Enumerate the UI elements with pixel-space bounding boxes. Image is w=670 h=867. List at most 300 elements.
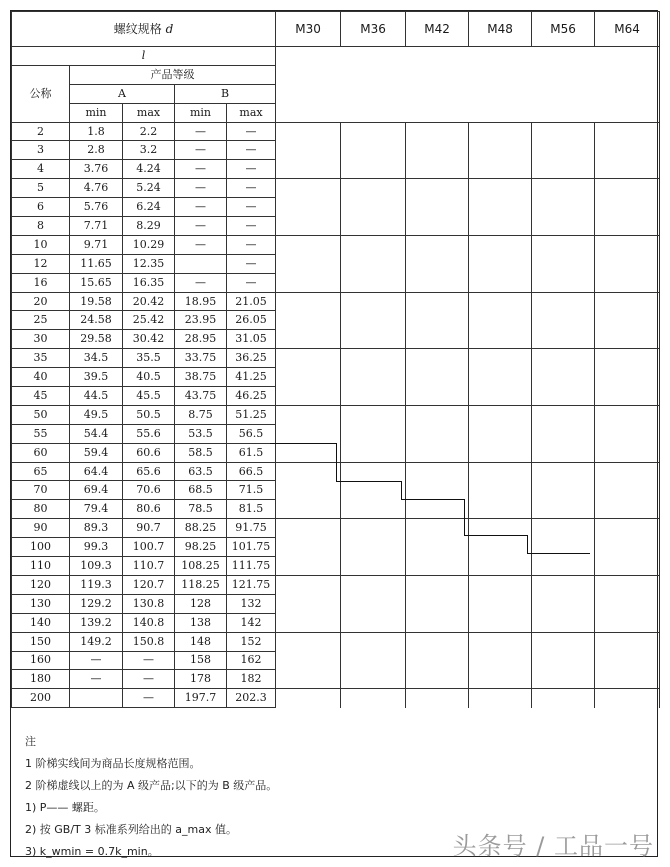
size-cell-m48: [469, 651, 532, 670]
cell-a-max: 30.42: [123, 330, 175, 349]
size-cell-m42: [406, 689, 469, 708]
cell-nominal: 180: [12, 670, 70, 689]
cell-nominal: 5: [12, 179, 70, 198]
cell-nominal: 30: [12, 330, 70, 349]
size-cell-m56: [532, 198, 595, 217]
size-cell-m64: [595, 519, 660, 538]
cell-b-min: 68.5: [175, 481, 227, 500]
stair-step-m48: [527, 535, 528, 553]
cell-b-min: 118.25: [175, 575, 227, 594]
size-cell-m48: [469, 179, 532, 198]
size-cell-m42: [406, 594, 469, 613]
size-cell-m64: [595, 594, 660, 613]
cell-a-max: 70.6: [123, 481, 175, 500]
size-cell-m56: [532, 405, 595, 424]
size-cell-m30: [276, 443, 341, 462]
size-cell-m64: [595, 405, 660, 424]
cell-b-max: 26.05: [227, 311, 276, 330]
cell-a-min: 139.2: [70, 613, 123, 632]
cell-b-min: [175, 254, 227, 273]
table-row: [12, 141, 660, 160]
table-row: [12, 594, 660, 613]
cell-a-min: 4.76: [70, 179, 123, 198]
cell-a-min: 109.3: [70, 557, 123, 576]
cell-a-min: 19.58: [70, 292, 123, 311]
size-cell-m42: [406, 311, 469, 330]
cell-b-max: 36.25: [227, 349, 276, 368]
size-cell-m30: [276, 311, 341, 330]
cell-nominal: 65: [12, 462, 70, 481]
cell-a-min: 59.4: [70, 443, 123, 462]
size-cell-m36: [341, 235, 406, 254]
table-row: [12, 613, 660, 632]
stair-step-m42: [464, 499, 465, 535]
size-cell-m64: [595, 575, 660, 594]
cell-nominal: 6: [12, 198, 70, 217]
size-cell-m48: [469, 424, 532, 443]
size-cell-m64: [595, 632, 660, 651]
size-cell-m48: [469, 368, 532, 387]
size-cell-m42: [406, 122, 469, 141]
cell-a-min: 69.4: [70, 481, 123, 500]
size-cell-m56: [532, 330, 595, 349]
size-cell-m56: [532, 311, 595, 330]
cell-a-max: 45.5: [123, 387, 175, 406]
size-cell-m64: [595, 273, 660, 292]
size-cell-m48: [469, 122, 532, 141]
size-cell-m64: [595, 424, 660, 443]
table-row: [12, 519, 660, 538]
size-cell-m48: [469, 292, 532, 311]
cell-a-max: 90.7: [123, 519, 175, 538]
size-cell-m64: [595, 387, 660, 406]
cell-a-max: 20.42: [123, 292, 175, 311]
footnote-3: 3) k_wmin = 0.7k_min。: [25, 845, 159, 858]
size-cell-m56: [532, 519, 595, 538]
cell-nominal: 200: [12, 689, 70, 708]
cell-a-min: 54.4: [70, 424, 123, 443]
cell-b-max: —: [227, 235, 276, 254]
size-cell-m42: [406, 273, 469, 292]
size-cell-m64: [595, 198, 660, 217]
size-cell-m36: [341, 405, 406, 424]
cell-a-min: 9.71: [70, 235, 123, 254]
size-cell-m42: [406, 424, 469, 443]
cell-b-min: 138: [175, 613, 227, 632]
size-cell-m48: [469, 670, 532, 689]
size-cell-m30: [276, 160, 341, 179]
size-cell-m36: [341, 254, 406, 273]
size-cell-m64: [595, 349, 660, 368]
cell-nominal: 70: [12, 481, 70, 500]
size-cell-m56: [532, 179, 595, 198]
size-cell-m30: [276, 632, 341, 651]
size-cell-m30: [276, 273, 341, 292]
size-header-m48: M48: [469, 12, 532, 47]
cell-b-min: —: [175, 179, 227, 198]
cell-b-min: 128: [175, 594, 227, 613]
size-cell-m48: [469, 217, 532, 236]
grade-a-max-header: max: [123, 103, 175, 122]
size-cell-m48: [469, 273, 532, 292]
size-cell-m42: [406, 651, 469, 670]
cell-nominal: 12: [12, 254, 70, 273]
cell-a-max: 16.35: [123, 273, 175, 292]
cell-nominal: 20: [12, 292, 70, 311]
size-cell-m56: [532, 575, 595, 594]
cell-b-min: 148: [175, 632, 227, 651]
cell-b-min: 197.7: [175, 689, 227, 708]
size-cell-m48: [469, 405, 532, 424]
size-cell-m42: [406, 179, 469, 198]
size-columns-head-blank: [276, 47, 660, 123]
cell-nominal: 16: [12, 273, 70, 292]
size-cell-m36: [341, 500, 406, 519]
size-cell-m64: [595, 481, 660, 500]
size-cell-m30: [276, 217, 341, 236]
cell-a-min: 11.65: [70, 254, 123, 273]
table-row: [12, 424, 660, 443]
cell-b-max: —: [227, 198, 276, 217]
size-cell-m48: [469, 160, 532, 179]
stair-line-m42: [401, 499, 464, 500]
cell-b-min: —: [175, 273, 227, 292]
size-cell-m36: [341, 330, 406, 349]
cell-b-max: —: [227, 254, 276, 273]
cell-b-max: 71.5: [227, 481, 276, 500]
cell-b-max: —: [227, 179, 276, 198]
size-cell-m48: [469, 349, 532, 368]
size-cell-m56: [532, 292, 595, 311]
size-cell-m56: [532, 462, 595, 481]
cell-a-min: 64.4: [70, 462, 123, 481]
cell-nominal: 100: [12, 538, 70, 557]
cell-b-max: —: [227, 217, 276, 236]
cell-a-max: 4.24: [123, 160, 175, 179]
table-row: [12, 330, 660, 349]
size-cell-m56: [532, 254, 595, 273]
size-cell-m36: [341, 292, 406, 311]
cell-a-min: —: [70, 651, 123, 670]
size-cell-m42: [406, 557, 469, 576]
cell-nominal: 60: [12, 443, 70, 462]
size-cell-m64: [595, 613, 660, 632]
size-cell-m64: [595, 254, 660, 273]
size-cell-m42: [406, 443, 469, 462]
stair-line-m56: [527, 553, 590, 554]
cell-b-min: 33.75: [175, 349, 227, 368]
table-row: [12, 387, 660, 406]
size-cell-m42: [406, 575, 469, 594]
size-cell-m56: [532, 273, 595, 292]
cell-a-min: —: [70, 670, 123, 689]
cell-a-min: 2.8: [70, 141, 123, 160]
size-cell-m64: [595, 368, 660, 387]
size-header-m64: M64: [595, 12, 660, 47]
cell-b-max: 182: [227, 670, 276, 689]
table-row: [12, 481, 660, 500]
size-cell-m36: [341, 141, 406, 160]
size-cell-m42: [406, 141, 469, 160]
size-cell-m36: [341, 424, 406, 443]
cell-b-min: 63.5: [175, 462, 227, 481]
size-cell-m64: [595, 160, 660, 179]
size-cell-m56: [532, 160, 595, 179]
size-cell-m42: [406, 481, 469, 500]
footnote-1: 1) P—— 螺距。: [25, 801, 105, 814]
size-cell-m56: [532, 632, 595, 651]
cell-a-min: 89.3: [70, 519, 123, 538]
size-cell-m42: [406, 519, 469, 538]
size-cell-m56: [532, 368, 595, 387]
size-cell-m36: [341, 160, 406, 179]
cell-b-min: —: [175, 122, 227, 141]
size-cell-m36: [341, 462, 406, 481]
cell-nominal: 40: [12, 368, 70, 387]
cell-a-max: —: [123, 651, 175, 670]
size-cell-m42: [406, 254, 469, 273]
cell-a-max: 100.7: [123, 538, 175, 557]
cell-b-min: 98.25: [175, 538, 227, 557]
size-cell-m42: [406, 368, 469, 387]
size-header-m36: M36: [341, 12, 406, 47]
cell-b-min: —: [175, 160, 227, 179]
cell-b-max: 81.5: [227, 500, 276, 519]
cell-nominal: 8: [12, 217, 70, 236]
cell-b-min: —: [175, 198, 227, 217]
size-cell-m64: [595, 443, 660, 462]
grade-b-min-header: min: [175, 103, 227, 122]
table-row: [12, 575, 660, 594]
size-cell-m56: [532, 387, 595, 406]
cell-b-max: —: [227, 141, 276, 160]
size-cell-m48: [469, 462, 532, 481]
size-cell-m30: [276, 141, 341, 160]
size-cell-m64: [595, 689, 660, 708]
cell-a-min: 34.5: [70, 349, 123, 368]
size-cell-m30: [276, 557, 341, 576]
cell-a-max: 130.8: [123, 594, 175, 613]
cell-b-min: 53.5: [175, 424, 227, 443]
cell-nominal: 150: [12, 632, 70, 651]
cell-a-min: [70, 689, 123, 708]
cell-a-max: 140.8: [123, 613, 175, 632]
size-cell-m48: [469, 254, 532, 273]
cell-nominal: 90: [12, 519, 70, 538]
cell-a-max: 8.29: [123, 217, 175, 236]
note-1: 1 阶梯实线间为商品长度规格范围。: [25, 757, 201, 770]
cell-a-max: 5.24: [123, 179, 175, 198]
size-cell-m36: [341, 632, 406, 651]
cell-nominal: 80: [12, 500, 70, 519]
cell-b-max: —: [227, 122, 276, 141]
bolt-length-spec-table: [11, 11, 660, 708]
cell-a-max: 120.7: [123, 575, 175, 594]
size-cell-m48: [469, 613, 532, 632]
size-cell-m64: [595, 311, 660, 330]
size-cell-m56: [532, 500, 595, 519]
size-cell-m56: [532, 443, 595, 462]
size-cell-m42: [406, 500, 469, 519]
cell-a-max: 2.2: [123, 122, 175, 141]
footnote-2: 2) 按 GB/T 3 标准系列给出的 a_max 值。: [25, 823, 237, 836]
size-cell-m48: [469, 575, 532, 594]
table-row: [12, 311, 660, 330]
cell-b-min: —: [175, 235, 227, 254]
size-cell-m42: [406, 292, 469, 311]
cell-a-max: 50.5: [123, 405, 175, 424]
cell-a-min: 15.65: [70, 273, 123, 292]
size-cell-m56: [532, 481, 595, 500]
cell-nominal: 25: [12, 311, 70, 330]
size-header-m30: M30: [276, 12, 341, 47]
cell-nominal: 140: [12, 613, 70, 632]
cell-b-min: 8.75: [175, 405, 227, 424]
cell-a-max: 80.6: [123, 500, 175, 519]
cell-a-max: 150.8: [123, 632, 175, 651]
size-cell-m36: [341, 443, 406, 462]
cell-a-max: 110.7: [123, 557, 175, 576]
size-cell-m48: [469, 538, 532, 557]
cell-b-max: 56.5: [227, 424, 276, 443]
cell-nominal: 35: [12, 349, 70, 368]
size-cell-m56: [532, 557, 595, 576]
cell-b-min: 178: [175, 670, 227, 689]
thread-spec-label: 螺纹规格: [113, 22, 162, 36]
grade-b-max-header: max: [227, 103, 276, 122]
size-cell-m30: [276, 462, 341, 481]
size-cell-m56: [532, 141, 595, 160]
size-cell-m36: [341, 179, 406, 198]
size-cell-m42: [406, 330, 469, 349]
cell-b-min: 23.95: [175, 311, 227, 330]
cell-a-min: 149.2: [70, 632, 123, 651]
size-cell-m30: [276, 500, 341, 519]
size-cell-m48: [469, 141, 532, 160]
cell-a-min: 79.4: [70, 500, 123, 519]
size-cell-m64: [595, 557, 660, 576]
cell-a-min: 44.5: [70, 387, 123, 406]
cell-b-max: 46.25: [227, 387, 276, 406]
size-cell-m64: [595, 179, 660, 198]
cell-nominal: 110: [12, 557, 70, 576]
size-cell-m48: [469, 689, 532, 708]
cell-b-min: 88.25: [175, 519, 227, 538]
size-cell-m36: [341, 349, 406, 368]
cell-a-min: 3.76: [70, 160, 123, 179]
cell-a-max: 60.6: [123, 443, 175, 462]
cell-b-min: 108.25: [175, 557, 227, 576]
table-row: [12, 670, 660, 689]
cell-b-max: 152: [227, 632, 276, 651]
grade-a-header: A: [70, 84, 175, 103]
size-cell-m42: [406, 632, 469, 651]
size-cell-m56: [532, 594, 595, 613]
cell-a-min: 99.3: [70, 538, 123, 557]
size-cell-m48: [469, 500, 532, 519]
table-row: [12, 254, 660, 273]
length-symbol-header: l: [12, 47, 276, 66]
cell-b-min: 38.75: [175, 368, 227, 387]
size-cell-m30: [276, 670, 341, 689]
size-cell-m36: [341, 651, 406, 670]
cell-a-min: 5.76: [70, 198, 123, 217]
size-cell-m30: [276, 689, 341, 708]
size-cell-m36: [341, 538, 406, 557]
size-cell-m36: [341, 387, 406, 406]
size-cell-m48: [469, 594, 532, 613]
size-cell-m42: [406, 349, 469, 368]
table-row: [12, 632, 660, 651]
cell-nominal: 2: [12, 122, 70, 141]
stair-line-m36: [336, 481, 401, 482]
cell-b-max: 111.75: [227, 557, 276, 576]
cell-nominal: 50: [12, 405, 70, 424]
size-cell-m64: [595, 500, 660, 519]
cell-a-max: —: [123, 670, 175, 689]
size-cell-m30: [276, 387, 341, 406]
table-row: [12, 160, 660, 179]
size-cell-m30: [276, 198, 341, 217]
note-2: 2 阶梯虚线以上的为 A 级产品;以下的为 B 级产品。: [25, 779, 278, 792]
cell-a-max: 25.42: [123, 311, 175, 330]
cell-nominal: 10: [12, 235, 70, 254]
thread-spec-symbol: d: [165, 22, 174, 36]
size-cell-m30: [276, 405, 341, 424]
size-cell-m56: [532, 349, 595, 368]
cell-b-min: —: [175, 217, 227, 236]
cell-b-min: 58.5: [175, 443, 227, 462]
cell-b-max: 21.05: [227, 292, 276, 311]
watermark: 头条号 / 工品一号: [452, 832, 654, 860]
cell-a-max: 55.6: [123, 424, 175, 443]
size-cell-m30: [276, 254, 341, 273]
table-row: [12, 349, 660, 368]
table-row: [12, 122, 660, 141]
cell-a-min: 119.3: [70, 575, 123, 594]
size-cell-m42: [406, 235, 469, 254]
size-cell-m64: [595, 141, 660, 160]
size-cell-m30: [276, 122, 341, 141]
table-row: [12, 405, 660, 424]
cell-nominal: 120: [12, 575, 70, 594]
size-cell-m42: [406, 387, 469, 406]
size-cell-m56: [532, 424, 595, 443]
cell-a-min: 7.71: [70, 217, 123, 236]
size-cell-m48: [469, 632, 532, 651]
cell-b-min: 28.95: [175, 330, 227, 349]
spec-page: [10, 10, 658, 857]
cell-b-max: 61.5: [227, 443, 276, 462]
size-cell-m64: [595, 122, 660, 141]
size-cell-m30: [276, 349, 341, 368]
size-cell-m36: [341, 575, 406, 594]
cell-b-min: 18.95: [175, 292, 227, 311]
size-cell-m30: [276, 481, 341, 500]
cell-a-max: 3.2: [123, 141, 175, 160]
cell-b-max: 31.05: [227, 330, 276, 349]
cell-a-min: 39.5: [70, 368, 123, 387]
table-row: [12, 557, 660, 576]
cell-b-max: 51.25: [227, 405, 276, 424]
size-cell-m30: [276, 292, 341, 311]
size-cell-m36: [341, 519, 406, 538]
product-grade-header: 产品等级: [70, 65, 276, 84]
cell-b-max: 162: [227, 651, 276, 670]
cell-b-min: 43.75: [175, 387, 227, 406]
stair-line-m48: [464, 535, 527, 536]
table-row: [12, 368, 660, 387]
